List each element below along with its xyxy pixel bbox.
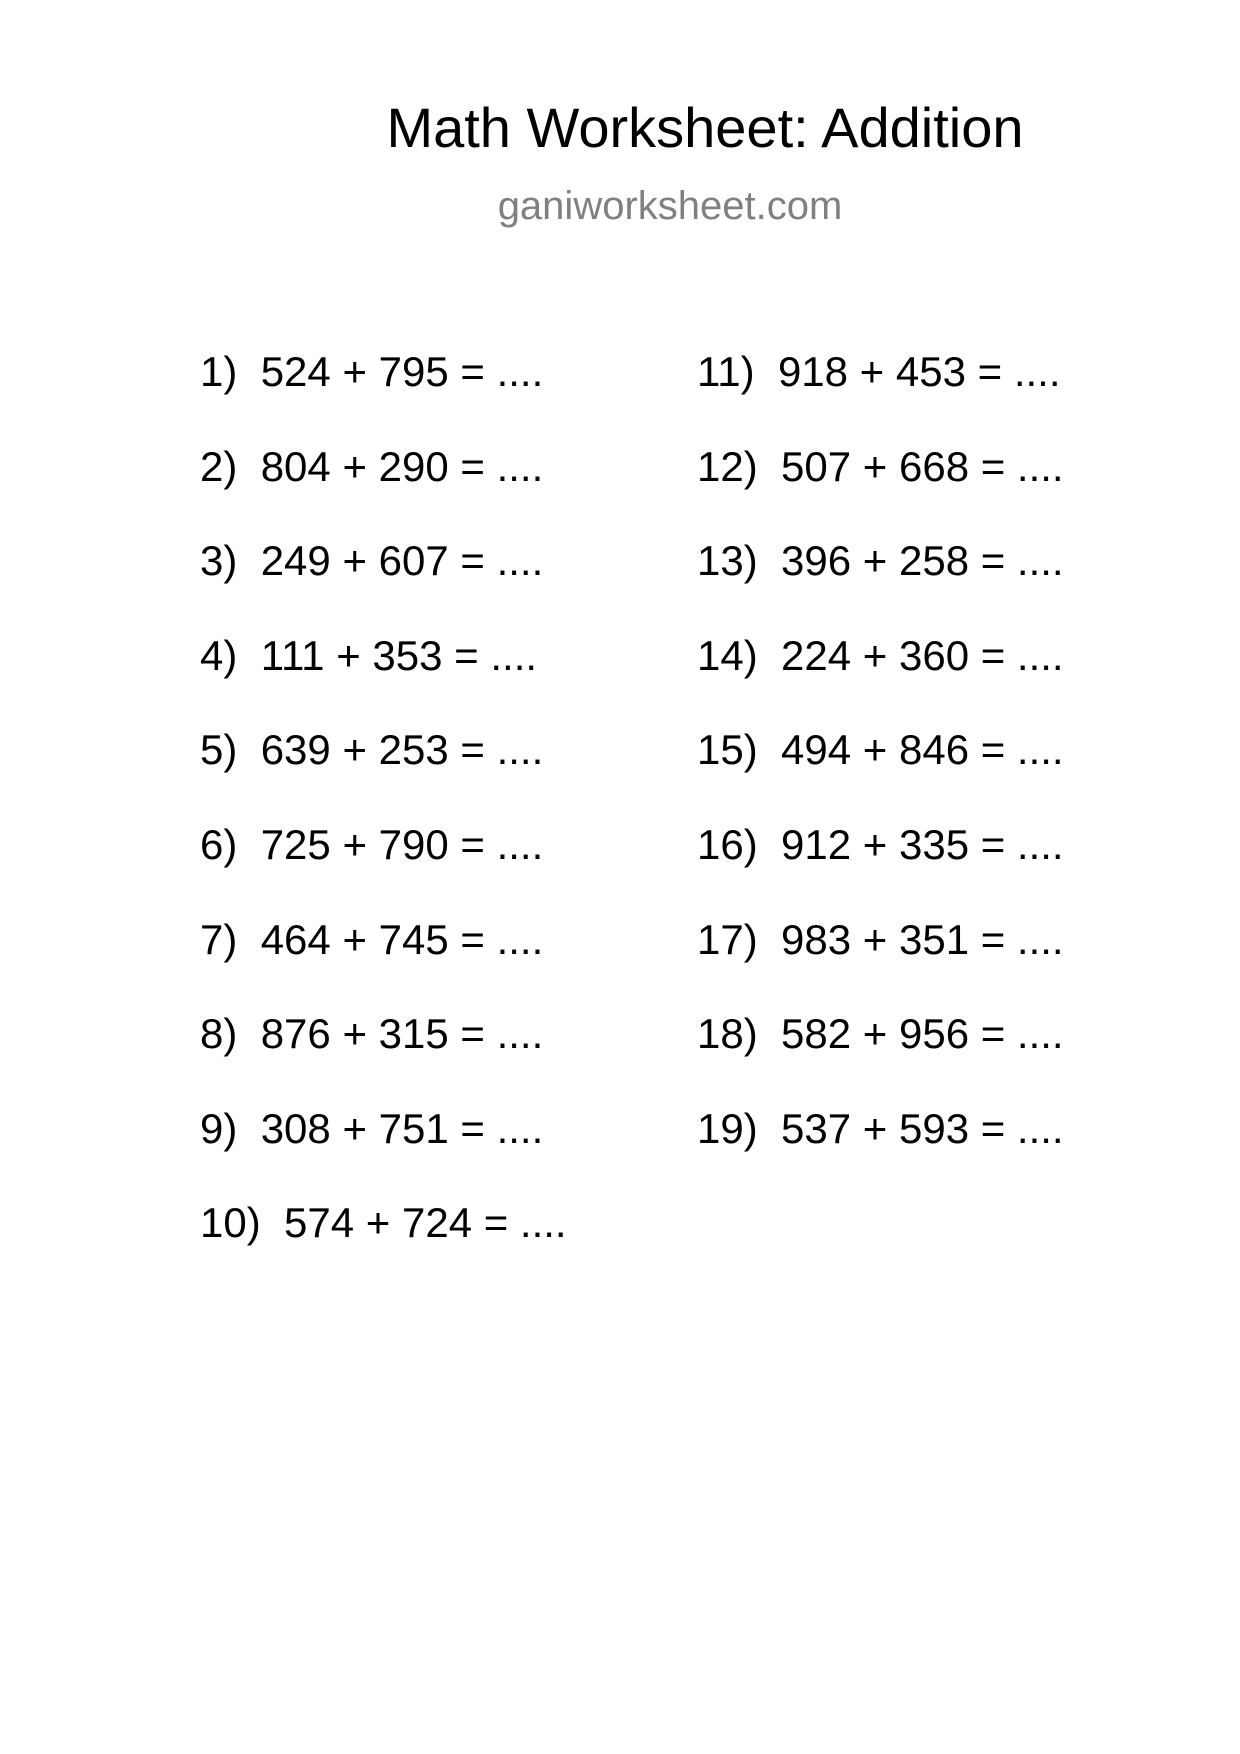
- problem-expression: 918 + 453 = ....: [777, 348, 1061, 395]
- problem-item: [697, 726, 1064, 821]
- problem-item: [200, 1010, 567, 1105]
- problem-number: 3): [200, 537, 238, 585]
- problem-number: 5): [200, 726, 238, 774]
- problem-expression: 574 + 724 = ....: [284, 1199, 567, 1247]
- problem-expression: 582 + 956 = ....: [781, 1010, 1064, 1058]
- problem-number: 12): [697, 442, 758, 490]
- problem-number: 10): [200, 1199, 261, 1247]
- problem-expression: 464 + 745 = ....: [260, 915, 544, 963]
- problem-expression: 111 + 353 = ....: [260, 631, 538, 679]
- problem-column-right: [697, 348, 1064, 1199]
- problem-number: 14): [697, 631, 758, 679]
- problem-number: 6): [200, 820, 238, 868]
- problem-expression: 524 + 795 = ....: [260, 348, 544, 395]
- problem-number: 9): [200, 1104, 238, 1152]
- problem-item: [200, 1105, 567, 1200]
- problem-expression: 537 + 593 = ....: [781, 1104, 1064, 1152]
- problem-expression: 249 + 607 = ....: [260, 537, 544, 585]
- problem-item: [200, 1199, 567, 1294]
- problem-expression: 639 + 253 = ....: [260, 726, 544, 774]
- problem-expression: 224 + 360 = ....: [781, 631, 1064, 679]
- problem-number: 19): [697, 1104, 758, 1152]
- problem-expression: 308 + 751 = ....: [260, 1104, 544, 1152]
- problem-item: [200, 632, 567, 727]
- problem-item: [200, 443, 567, 538]
- problem-item: [697, 443, 1064, 538]
- problem-number: 7): [200, 915, 238, 963]
- problem-number: 15): [697, 726, 758, 774]
- problem-item: [697, 348, 1064, 443]
- problem-number: 16): [697, 820, 758, 868]
- problem-number: 13): [697, 537, 758, 585]
- problem-number: 1): [200, 348, 238, 395]
- problem-expression: 912 + 335 = ....: [781, 820, 1064, 868]
- problem-expression: 804 + 290 = ....: [260, 442, 544, 490]
- problem-item: [200, 348, 567, 443]
- problem-item: [697, 632, 1064, 727]
- problem-item: [200, 537, 567, 632]
- problem-number: 18): [697, 1010, 758, 1058]
- problem-item: [200, 726, 567, 821]
- problem-expression: 725 + 790 = ....: [260, 820, 544, 868]
- site-url: ganiworksheet.com: [497, 184, 843, 228]
- problem-item: [200, 916, 567, 1011]
- problem-expression: 396 + 258 = ....: [781, 537, 1064, 585]
- problem-column-left: [200, 348, 567, 1294]
- problem-expression: 507 + 668 = ....: [781, 442, 1064, 490]
- problem-number: 4): [200, 631, 238, 679]
- problem-number: 11): [697, 348, 755, 395]
- problem-expression: 876 + 315 = ....: [260, 1010, 544, 1058]
- problem-item: [697, 1010, 1064, 1105]
- worksheet-title: Math Worksheet: Addition: [386, 96, 1024, 159]
- problem-number: 8): [200, 1010, 238, 1058]
- problem-item: [697, 821, 1064, 916]
- problem-item: [697, 1105, 1064, 1200]
- problem-number: 17): [697, 915, 758, 963]
- problem-expression: 983 + 351 = ....: [781, 915, 1064, 963]
- problem-item: [697, 916, 1064, 1011]
- problem-item: [697, 537, 1064, 632]
- problem-number: 2): [200, 442, 238, 490]
- problem-item: [200, 821, 567, 916]
- problem-expression: 494 + 846 = ....: [781, 726, 1064, 774]
